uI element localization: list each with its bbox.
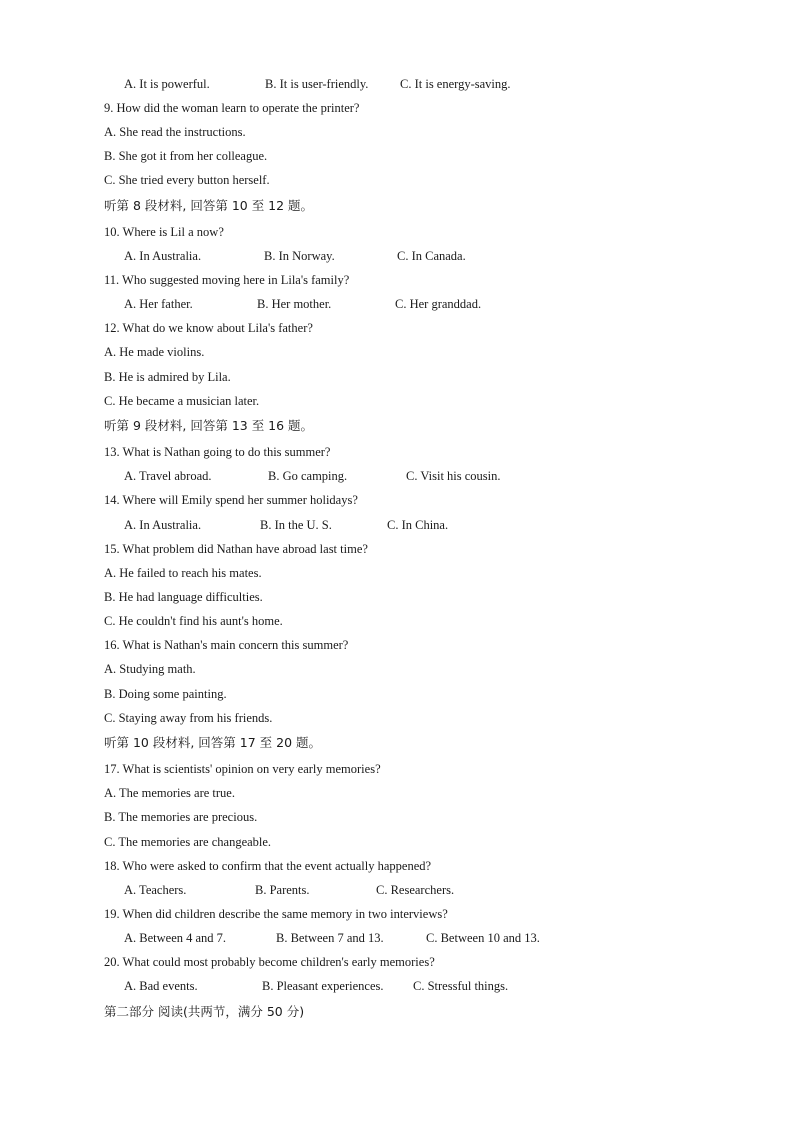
- section-10-heading: 听第 10 段材料, 回答第 17 至 20 题。: [104, 735, 322, 750]
- q17-option-c[interactable]: C. The memories are changeable.: [104, 835, 272, 849]
- q10-stem: 10. Where is Lil a now?: [104, 225, 224, 239]
- q19-option-c[interactable]: C. Between 10 and 13.: [426, 931, 540, 945]
- q9-option-c[interactable]: C. She tried every button herself.: [104, 173, 270, 187]
- q8-option-b[interactable]: B. It is user-friendly.: [265, 77, 369, 91]
- q14-stem: 14. Where will Emily spend her summer holidays?: [104, 493, 358, 507]
- q13-option-a[interactable]: A. Travel abroad.: [124, 469, 212, 483]
- q20-option-b[interactable]: B. Pleasant experiences.: [262, 979, 384, 993]
- q20-option-a[interactable]: A. Bad events.: [124, 979, 198, 993]
- q9-option-b[interactable]: B. She got it from her colleague.: [104, 149, 268, 163]
- q17-option-a[interactable]: A. The memories are true.: [104, 786, 235, 800]
- q8-option-c[interactable]: C. It is energy-saving.: [400, 77, 511, 91]
- q11-option-c[interactable]: C. Her granddad.: [395, 297, 482, 311]
- q9-stem: 9. How did the woman learn to operate the printer?: [104, 101, 360, 115]
- q10-option-a[interactable]: A. In Australia.: [124, 249, 202, 263]
- q20-option-c[interactable]: C. Stressful things.: [413, 979, 509, 993]
- q13-option-c[interactable]: C. Visit his cousin.: [406, 469, 501, 483]
- q13-stem: 13. What is Nathan going to do this summer?: [104, 445, 331, 459]
- q14-option-a[interactable]: A. In Australia.: [124, 518, 202, 532]
- q16-stem: 16. What is Nathan's main concern this summer?: [104, 638, 349, 652]
- q12-stem: 12. What do we know about Lila's father?: [104, 321, 313, 335]
- q11-option-a[interactable]: A. Her father.: [124, 297, 193, 311]
- q10-option-c[interactable]: C. In Canada.: [397, 249, 466, 263]
- q14-option-c[interactable]: C. In China.: [387, 518, 449, 532]
- q19-option-b[interactable]: B. Between 7 and 13.: [276, 931, 384, 945]
- q18-stem: 18. Who were asked to confirm that the event actually happened?: [104, 859, 432, 873]
- q15-option-c[interactable]: C. He couldn't find his aunt's home.: [104, 614, 283, 628]
- q13-option-b[interactable]: B. Go camping.: [268, 469, 348, 483]
- section-9-heading: 听第 9 段材料, 回答第 13 至 16 题。: [104, 418, 314, 433]
- q8-option-a[interactable]: A. It is powerful.: [124, 77, 210, 91]
- q11-option-b[interactable]: B. Her mother.: [257, 297, 332, 311]
- q11-stem: 11. Who suggested moving here in Lila's family?: [104, 273, 350, 287]
- part-2-heading: 第二部分 阅读(共两节，满分 50 分): [104, 1004, 305, 1019]
- q18-option-a[interactable]: A. Teachers.: [124, 883, 187, 897]
- q12-option-c[interactable]: C. He became a musician later.: [104, 394, 260, 408]
- q14-option-b[interactable]: B. In the U. S.: [260, 518, 332, 532]
- q17-option-b[interactable]: B. The memories are precious.: [104, 810, 258, 824]
- q12-option-a[interactable]: A. He made violins.: [104, 345, 205, 359]
- q18-option-c[interactable]: C. Researchers.: [376, 883, 455, 897]
- section-8-heading: 听第 8 段材料, 回答第 10 至 12 题。: [104, 198, 314, 213]
- q20-stem: 20. What could most probably become children's early memories?: [104, 955, 435, 969]
- q16-option-c[interactable]: C. Staying away from his friends.: [104, 711, 273, 725]
- q15-option-a[interactable]: A. He failed to reach his mates.: [104, 566, 262, 580]
- q9-option-a[interactable]: A. She read the instructions.: [104, 125, 246, 139]
- q15-stem: 15. What problem did Nathan have abroad last time?: [104, 542, 368, 556]
- q18-option-b[interactable]: B. Parents.: [255, 883, 310, 897]
- q16-option-b[interactable]: B. Doing some painting.: [104, 687, 227, 701]
- q19-stem: 19. When did children describe the same memory in two interviews?: [104, 907, 448, 921]
- q12-option-b[interactable]: B. He is admired by Lila.: [104, 370, 231, 384]
- q16-option-a[interactable]: A. Studying math.: [104, 662, 196, 676]
- q17-stem: 17. What is scientists' opinion on very early memories?: [104, 762, 381, 776]
- q19-option-a[interactable]: A. Between 4 and 7.: [124, 931, 227, 945]
- q10-option-b[interactable]: B. In Norway.: [264, 249, 335, 263]
- q15-option-b[interactable]: B. He had language difficulties.: [104, 590, 263, 604]
